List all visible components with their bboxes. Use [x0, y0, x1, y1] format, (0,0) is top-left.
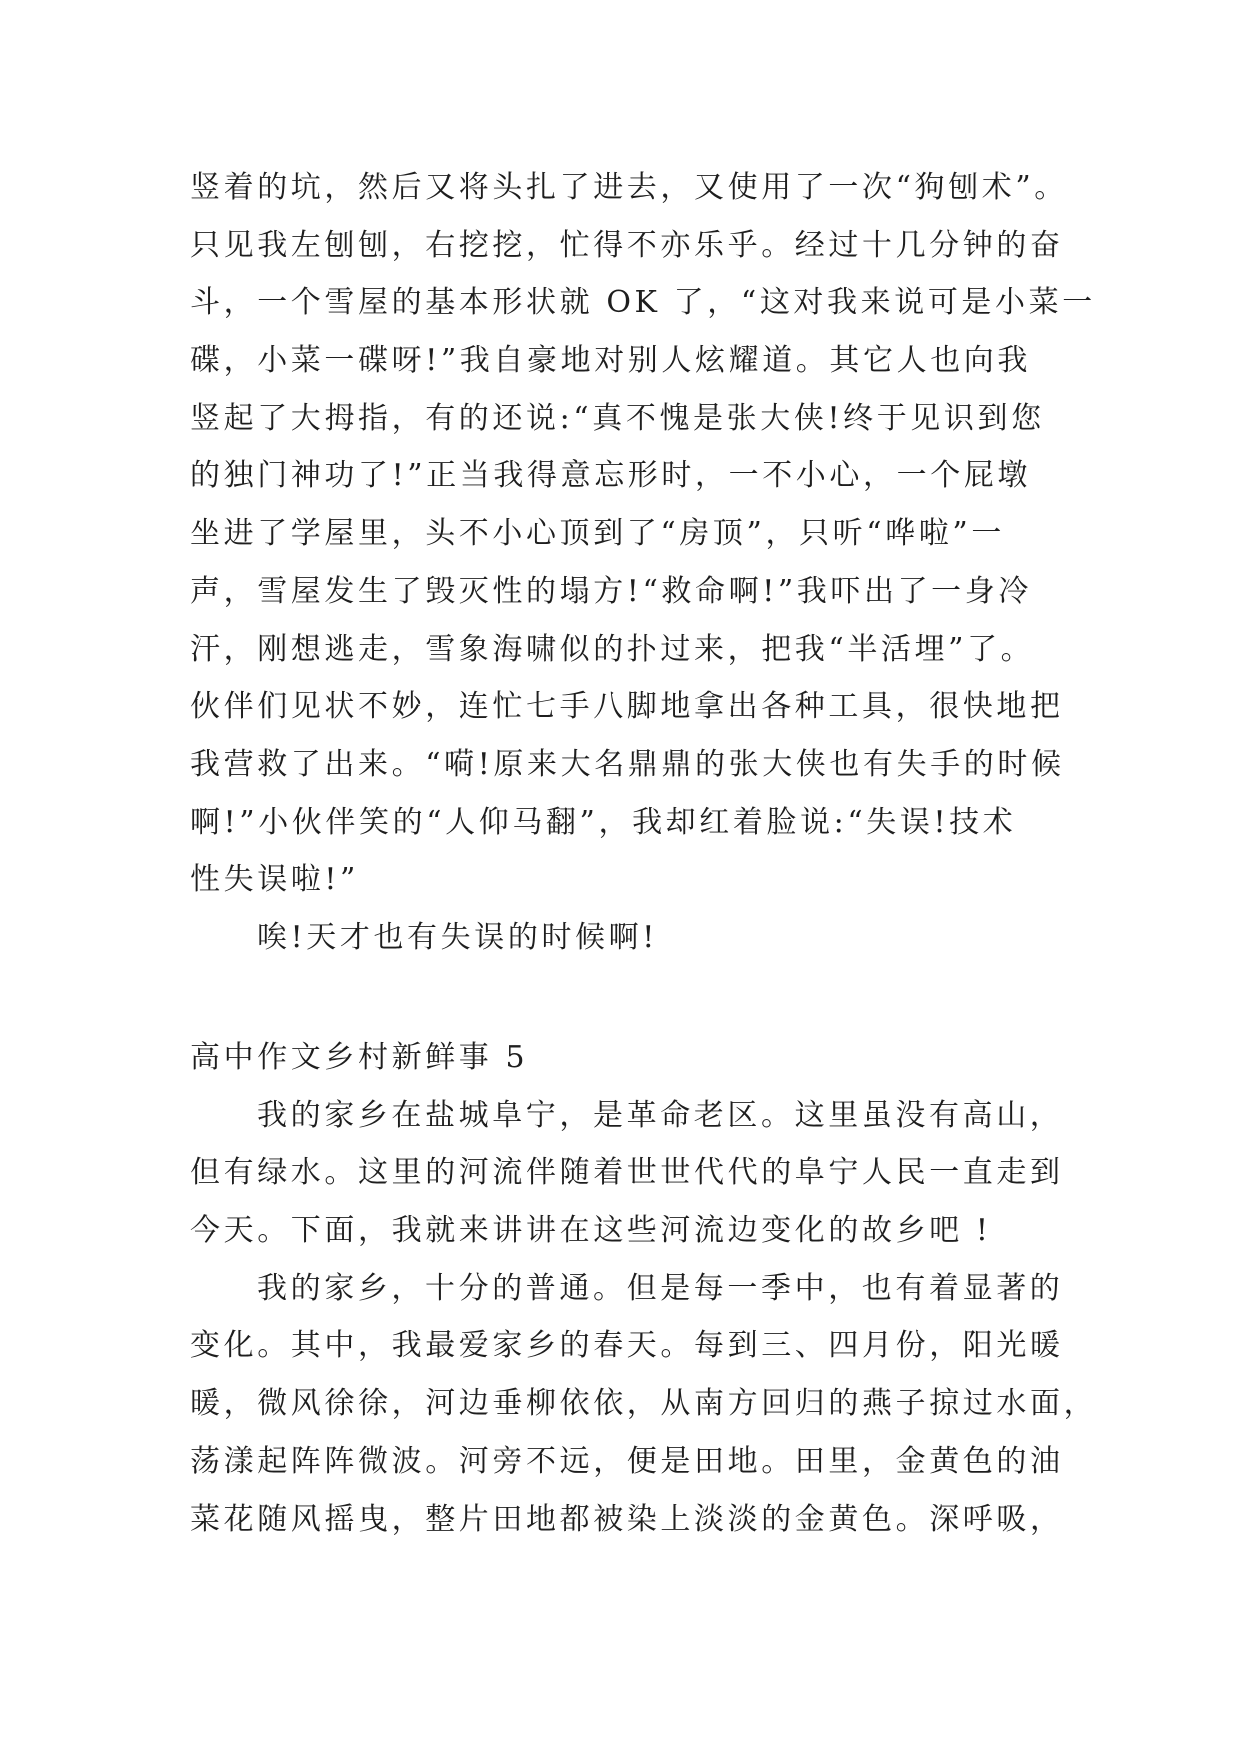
text-line: 伙伴们见状不妙，连忙七手八脚地拿出各种工具，很快地把	[190, 689, 1064, 725]
text-line: 但有绿水。这里的河流伴随着世世代代的阜宁人民一直走到	[190, 1155, 1064, 1191]
text-line: 暖，微风徐徐，河边垂柳依依，从南方回归的燕子掠过水面，	[190, 1386, 1098, 1422]
section-2	[190, 1029, 1098, 1548]
text-line: 竖着的坑，然后又将头扎了进去，又使用了一次“狗刨术”。	[190, 170, 1068, 205]
text-line: 我营救了出来。“嗬!原来大名鼎鼎的张大侠也有失手的时候	[190, 746, 1065, 782]
text-line: 今天。下面，我就来讲讲在这些河流边变化的故乡吧 !	[190, 1213, 992, 1249]
text-line: 只见我左刨刨，右挖挖，忙得不亦乐乎。经过十几分钟的奋	[190, 227, 1064, 263]
text-line: 竖起了大拇指，有的还说:“真不愧是张大侠!终于见识到您	[190, 400, 1045, 436]
section-1	[190, 159, 1096, 967]
text-line: 啊!”小伙伴笑的“人仰马翻”，我却红着脸说:“失误!技术	[190, 804, 1017, 840]
text-line: 汗，刚想逃走，雪象海啸似的扑过来，把我“半活埋”了。	[190, 631, 1035, 667]
text-line: 的独门神功了!”正当我得意忘形时，一不小心，一个屁墩	[190, 458, 1031, 494]
section-heading: 高中作文乡村新鲜事 5	[190, 1040, 529, 1075]
text-line: 碟，小菜一碟呀!”我自豪地对别人炫耀道。其它人也向我	[190, 343, 1031, 379]
text-line: 荡漾起阵阵微波。河旁不远，便是田地。田里，金黄色的油	[190, 1443, 1064, 1479]
text-line: 坐进了学屋里，头不小心顶到了“房顶”，只听“哗啦”一	[190, 516, 1005, 552]
text-line: 我的家乡，十分的普通。但是每一季中，也有着显著的	[257, 1270, 1064, 1306]
text-line: 变化。其中，我最爱家乡的春天。每到三、四月份，阳光暖	[190, 1328, 1064, 1364]
text-line: 斗，一个雪屋的基本形状就 OK 了，“这对我来说可是小菜一	[190, 285, 1096, 321]
text-line: 性失误啦!”	[190, 862, 359, 898]
text-line: 我的家乡在盐城阜宁，是革命老区。这里虽没有高山，	[257, 1097, 1064, 1133]
text-line: 菜花随风摇曳，整片田地都被染上淡淡的金黄色。深呼吸，	[190, 1501, 1064, 1537]
closing-line: 唉!天才也有失误的时候啊!	[257, 919, 658, 955]
text-line: 声，雪屋发生了毁灭性的塌方!“救命啊!”我吓出了一身冷	[190, 573, 1032, 609]
